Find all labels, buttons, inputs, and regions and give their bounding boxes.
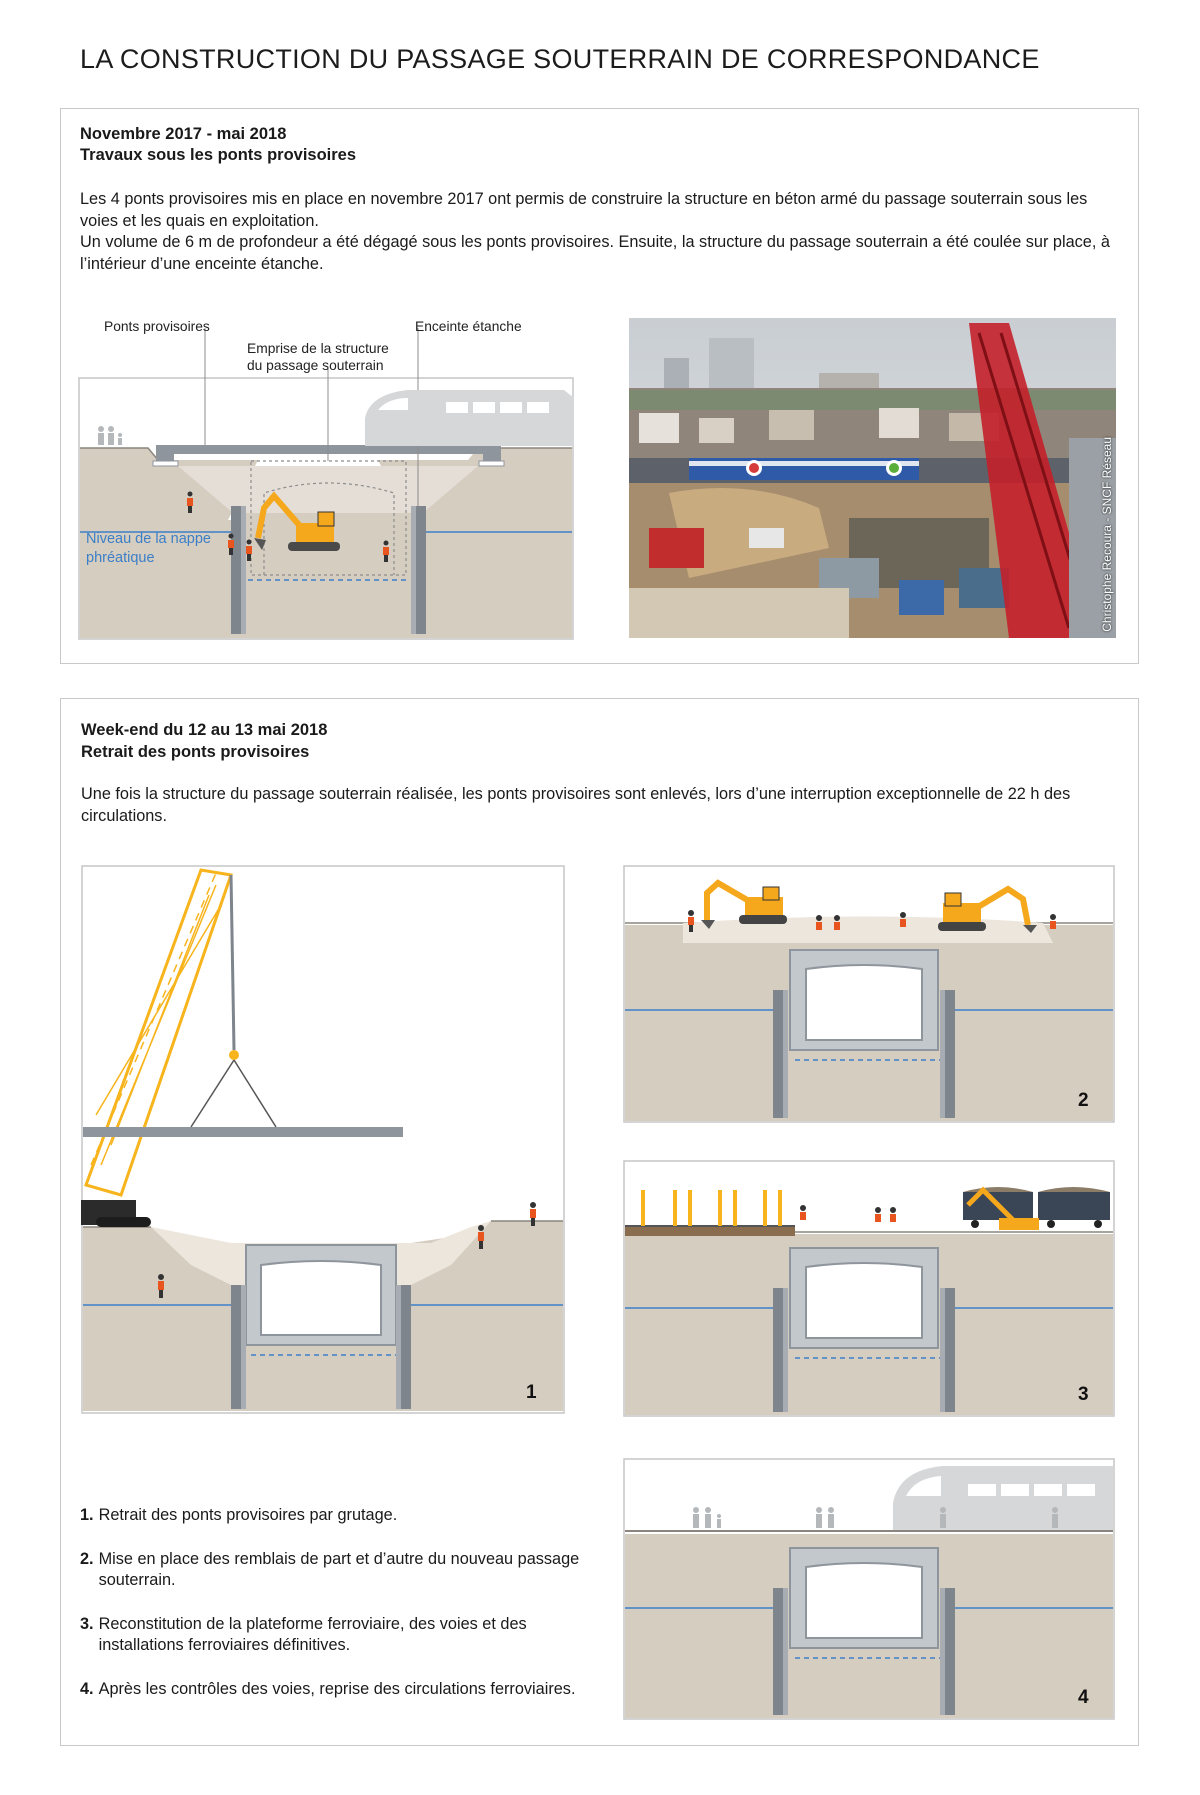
label-enceinte-etanche: Enceinte étanche xyxy=(415,319,522,334)
label-ponts-provisoires: Ponts provisoires xyxy=(104,319,210,334)
section2-paragraph: Une fois la structure du passage souterrain réalisée, les ponts provisoires sont enlevés, lors d’une interruption exceptionnelle de 22 h des circulations. xyxy=(81,785,1071,825)
section1-body xyxy=(80,189,1110,275)
step-number: 2 xyxy=(1078,1090,1089,1111)
step-number: 4 xyxy=(1078,1687,1089,1708)
legend-text: Mise en place des remblais de part et d’autre du nouveau passage souterrain. xyxy=(98,1549,580,1589)
section2-body xyxy=(81,784,1071,827)
legend-number: 1. xyxy=(80,1506,94,1524)
legend-item-2 xyxy=(80,1549,600,1592)
section2-subtitle: Retrait des ponts provisoires xyxy=(81,743,310,761)
section2-date: Week-end du 12 au 13 mai 2018 xyxy=(81,721,328,739)
page-title: LA CONSTRUCTION DU PASSAGE SOUTERRAIN DE CORRESPONDANCE xyxy=(80,44,1040,74)
step-3-diagram xyxy=(623,1160,1115,1417)
legend-number: 4. xyxy=(80,1679,94,1698)
step-number: 1 xyxy=(526,1382,537,1403)
legend-item-4 xyxy=(80,1679,600,1701)
step-4-diagram xyxy=(623,1458,1115,1720)
construction-site-photo xyxy=(629,318,1116,638)
section1-paragraph-1: Les 4 ponts provisoires mis en place en novembre 2017 ont permis de construire la structure en béton armé du passage souterrain sous les voies et les quais en exploitation. xyxy=(80,190,1088,230)
legend-text: Retrait des ponts provisoires par grutage. xyxy=(98,1506,398,1524)
legend-item-1 xyxy=(80,1505,600,1527)
section1-subtitle: Travaux sous les ponts provisoires xyxy=(80,146,357,164)
train-icon xyxy=(893,1466,1113,1530)
section1-paragraph-2: Un volume de 6 m de profondeur a été dégagé sous les ponts provisoires. Ensuite, la structure du passage souterrain a été coulée sur place, à l’intérieur d’une enceinte étanche. xyxy=(80,233,1110,273)
legend-text: Reconstitution de la plateforme ferroviaire, des voies et des installations ferroviaires définitives. xyxy=(98,1614,527,1654)
section1-date: Novembre 2017 - mai 2018 xyxy=(80,125,287,143)
legend-number: 3. xyxy=(80,1614,94,1633)
bridge-deck xyxy=(83,1127,403,1137)
legend-item-3 xyxy=(80,1614,600,1657)
step-number: 3 xyxy=(1078,1384,1089,1405)
steps-legend xyxy=(80,1505,600,1722)
legend-number: 2. xyxy=(80,1549,94,1568)
step-1-diagram xyxy=(81,865,565,1414)
label-emprise-1: Emprise de la structure xyxy=(247,341,389,356)
step-2-diagram xyxy=(623,865,1115,1123)
label-emprise-2: du passage souterrain xyxy=(247,358,384,373)
train-icon xyxy=(365,390,574,446)
legend-text: Après les contrôles des voies, reprise des circulations ferroviaires. xyxy=(98,1679,576,1698)
photo-credit: Christophe Recoura - SNCF Réseau xyxy=(1100,437,1114,632)
label-nappe-1: Niveau de la nappe xyxy=(86,531,211,547)
label-nappe-2: phréatique xyxy=(86,550,155,566)
